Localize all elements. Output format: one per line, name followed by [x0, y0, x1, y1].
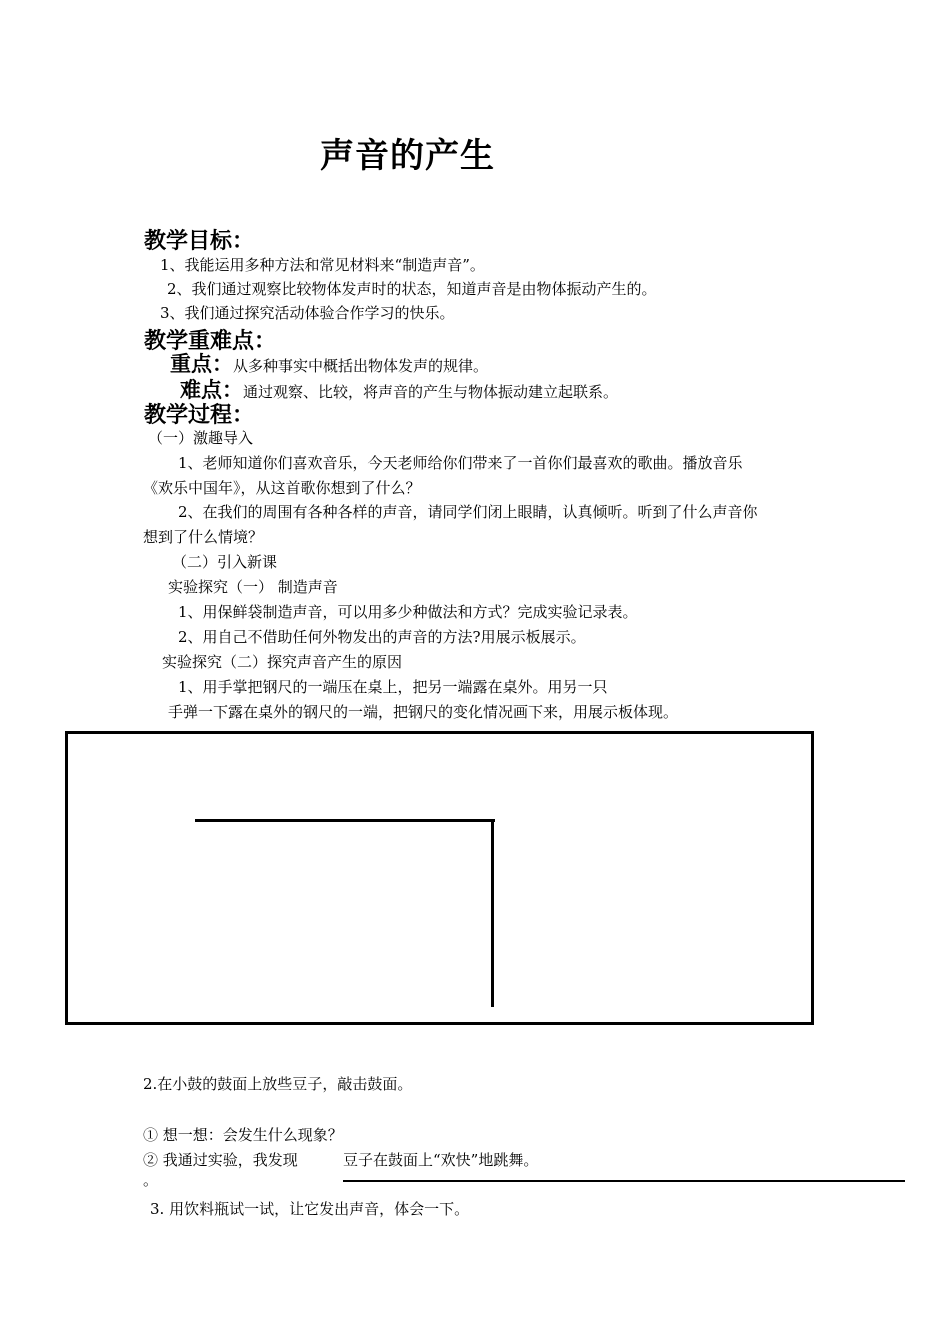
- part1-title: （一）激趣导入: [148, 429, 254, 447]
- drum-question-2-answer: 豆子在鼓面上“欢快”地跳舞。: [343, 1151, 539, 1169]
- drum-question-1: ① 想一想：会发生什么现象？: [143, 1126, 343, 1144]
- part2-title: （二）引入新课: [172, 553, 278, 571]
- experiment1-title: 实验探究（一） 制造声音: [168, 578, 338, 596]
- objective-item: 1、我能运用多种方法和常见材料来“制造声音”。: [160, 256, 485, 274]
- process-heading: 教学过程：: [144, 402, 255, 428]
- experiment2-title: 实验探究（二）探究声音产生的原因: [162, 653, 403, 671]
- experiment1-item: 2、用自己不借助任何外物发出的声音的方法?用展示板展示。: [178, 628, 586, 646]
- experiment2-item-line2: 手弹一下露在桌外的钢尺的一端，把钢尺的变化情况画下来，用展示板体现。: [168, 703, 679, 721]
- ruler-vertical-line: [491, 819, 494, 1007]
- focus-label: 重点：: [170, 351, 233, 376]
- drum-experiment-item: 2.在小鼓的鼓面上放些豆子，敲击鼓面。: [143, 1075, 413, 1093]
- objective-item: 2、我们通过观察比较物体发声时的状态，知道声音是由物体振动产生的。: [167, 280, 657, 298]
- drawing-box: [65, 731, 814, 1025]
- bottle-experiment-item: 3. 用饮料瓶试一试，让它发出声音，体会一下。: [150, 1200, 470, 1218]
- objective-item: 3、我们通过探究活动体验合作学习的快乐。: [160, 304, 455, 322]
- part1-item2-line2: 想到了什么情境？: [143, 528, 264, 546]
- key-points-heading: 教学重难点：: [144, 328, 277, 354]
- sentence-period: 。: [143, 1171, 159, 1189]
- experiment1-item: 1、用保鲜袋制造声音，可以用多少种做法和方式？完成实验记录表。: [178, 603, 638, 621]
- part1-item1-line2: 《欢乐中国年》，从这首歌你想到了什么？: [143, 479, 421, 497]
- difficulty-label: 难点：: [180, 377, 243, 402]
- objectives-heading: 教学目标：: [144, 228, 255, 254]
- part1-item2-line1: 2、在我们的周围有各种各样的声音，请同学们闭上眼睛，认真倾听。听到了什么声音你: [178, 503, 758, 521]
- experiment2-item-line1: 1、用手掌把钢尺的一端压在桌上，把另一端露在桌外。用另一只: [178, 678, 608, 696]
- ruler-horizontal-line: [195, 819, 495, 822]
- focus-text: 从多种事实中概括出物体发声的规律。: [233, 357, 489, 375]
- drum-question-2-prefix: ② 我通过实验，我发现: [143, 1151, 298, 1169]
- document-title: 声音的产生: [320, 136, 495, 176]
- difficulty-text: 通过观察、比较，将声音的产生与物体振动建立起联系。: [243, 383, 619, 401]
- answer-underline: [343, 1180, 905, 1182]
- part1-item1-line1: 1、老师知道你们喜欢音乐，今天老师给你们带来了一首你们最喜欢的歌曲。播放音乐: [178, 454, 743, 472]
